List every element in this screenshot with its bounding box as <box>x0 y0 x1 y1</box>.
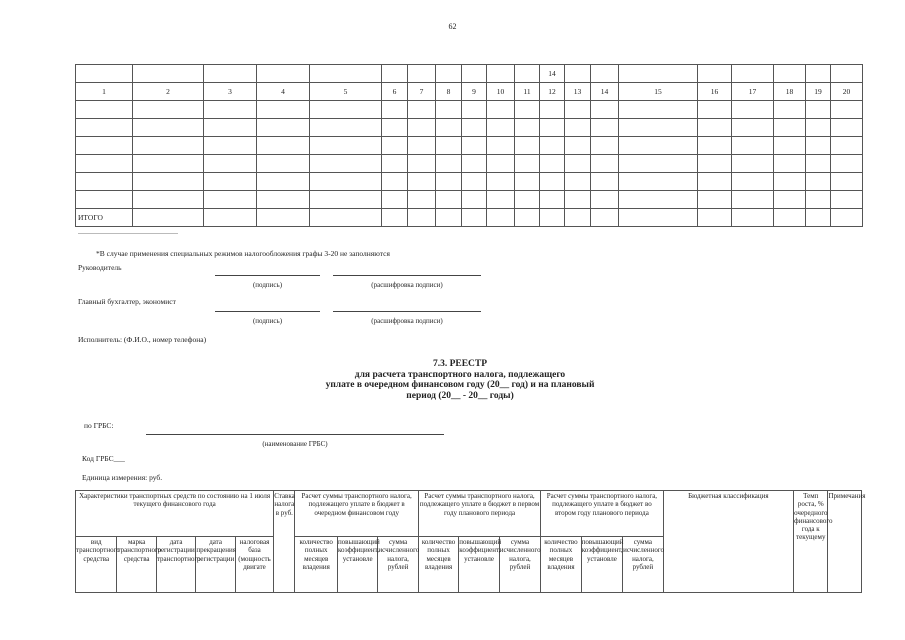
table-cell <box>565 191 591 209</box>
column-number-cell: 19 <box>806 83 831 101</box>
table-cell <box>698 155 732 173</box>
total-cell <box>540 209 565 227</box>
table-total-row <box>76 209 863 227</box>
total-cell <box>133 209 204 227</box>
column-number-cell: 9 <box>462 83 487 101</box>
top-number-cell <box>257 65 310 83</box>
header-notes: Примечания <box>828 491 862 593</box>
subheader-tax-sum: сумма исчисленного налога, рублей <box>378 537 418 593</box>
column-number-cell: 13 <box>565 83 591 101</box>
total-cell <box>774 209 806 227</box>
table-cell <box>831 191 863 209</box>
table-cell <box>310 119 382 137</box>
top-number-cell <box>774 65 806 83</box>
subheader-coefficient: повышающий коэффициент, установле <box>337 537 377 593</box>
table-cell <box>774 101 806 119</box>
table-cell <box>565 101 591 119</box>
table-cell <box>382 137 408 155</box>
table-cell <box>698 101 732 119</box>
column-number-cell: 15 <box>619 83 698 101</box>
table-cell <box>310 155 382 173</box>
head-decode-caption: (расшифровка подписи) <box>371 281 443 289</box>
header-calc-first-plan-year: Расчет суммы транспортного налога, подлежащего уплате в бюджет в первом году планового периода <box>418 491 540 537</box>
table-cell <box>204 119 257 137</box>
table-cell <box>462 173 487 191</box>
chief-signature-line <box>215 311 320 312</box>
table-cell <box>257 173 310 191</box>
footnote: *В случае применения специальных режимов налогообложения графы 3-20 не заполняются <box>96 249 390 258</box>
chief-signature-caption: (подпись) <box>252 317 283 325</box>
table-cell <box>515 191 540 209</box>
table-cell <box>619 191 698 209</box>
column-number-cell: 7 <box>408 83 436 101</box>
table-cell <box>698 119 732 137</box>
table-cell <box>806 155 831 173</box>
subheader-months: количество полных месяцев владения <box>295 537 337 593</box>
column-number-cell: 3 <box>204 83 257 101</box>
executor-label: Исполнитель: (Ф.И.О., номер телефона) <box>78 335 207 344</box>
table-cell <box>204 155 257 173</box>
table-cell <box>408 155 436 173</box>
total-cell <box>257 209 310 227</box>
unit-label: Единица измерения: руб. <box>82 473 163 482</box>
title-line-3: уплате в очередном финансовом году (20__ год) и на плановый <box>325 380 595 390</box>
top-number-cell <box>565 65 591 83</box>
table-cell <box>382 119 408 137</box>
table-row <box>76 101 863 119</box>
table-cell <box>487 173 515 191</box>
table-cell <box>76 119 133 137</box>
column-number-cell: 18 <box>774 83 806 101</box>
total-cell <box>310 209 382 227</box>
table-cell <box>408 101 436 119</box>
column-number-cell: 8 <box>436 83 462 101</box>
table-cell <box>133 155 204 173</box>
subheader-coefficient: повышающий коэффициент, установле <box>581 537 622 593</box>
table-row <box>76 155 863 173</box>
total-cell <box>806 209 831 227</box>
total-cell <box>382 209 408 227</box>
table-cell <box>732 137 774 155</box>
table-row <box>76 191 863 209</box>
total-cell <box>732 209 774 227</box>
total-cell <box>487 209 515 227</box>
grbs-code-label: Код ГРБС___ <box>82 454 125 463</box>
total-cell <box>408 209 436 227</box>
table-cell <box>774 155 806 173</box>
top-number-cell <box>408 65 436 83</box>
table-cell <box>774 119 806 137</box>
table-cell <box>540 119 565 137</box>
column-number-cell: 16 <box>698 83 732 101</box>
table-cell <box>382 191 408 209</box>
top-number-cell <box>204 65 257 83</box>
table-cell <box>310 101 382 119</box>
table-cell <box>831 101 863 119</box>
registry-table <box>75 490 866 593</box>
total-cell <box>515 209 540 227</box>
table-cell <box>436 155 462 173</box>
table-cell <box>408 119 436 137</box>
table-cell <box>619 137 698 155</box>
table-cell <box>462 155 487 173</box>
header-rate: Ставка налога в руб. <box>274 491 295 593</box>
table-cell <box>436 173 462 191</box>
table-cell <box>565 137 591 155</box>
column-number-cell: 17 <box>732 83 774 101</box>
table-cell <box>540 137 565 155</box>
table-cell <box>76 101 133 119</box>
subheader-deregistration-date: дата прекращения регистрации <box>196 537 235 593</box>
header-characteristics: Характеристики транспортных средств по состоянию на 1 июля текущего финансового года <box>76 491 274 537</box>
grbs-label: по ГРБС: <box>84 421 114 430</box>
table-cell <box>408 191 436 209</box>
total-cell <box>619 209 698 227</box>
table-cell <box>76 191 133 209</box>
table-cell <box>831 119 863 137</box>
table-cell <box>619 101 698 119</box>
table-cell <box>310 173 382 191</box>
top-number-cell <box>831 65 863 83</box>
subheader-vehicle-type: вид транспортного средства <box>76 537 117 593</box>
head-label: Руководитель <box>78 263 122 272</box>
subheader-tax-base: налоговая база (мощность двигате <box>235 537 273 593</box>
table-cell <box>774 173 806 191</box>
table-cell <box>619 155 698 173</box>
table-cell <box>619 173 698 191</box>
page-number: 62 <box>448 22 457 31</box>
table-cell <box>436 191 462 209</box>
table-cell <box>257 137 310 155</box>
table-cell <box>806 191 831 209</box>
table-cell <box>619 119 698 137</box>
chief-accountant-label: Главный бухгалтер, экономист <box>78 297 176 306</box>
table-cell <box>204 101 257 119</box>
table-row <box>76 173 863 191</box>
table-cell <box>487 155 515 173</box>
subheader-months: количество полных месяцев владения <box>418 537 458 593</box>
chief-decode-line <box>333 311 481 312</box>
table-cell <box>462 119 487 137</box>
total-cell <box>565 209 591 227</box>
top-number-cell <box>487 65 515 83</box>
top-number-cell <box>732 65 774 83</box>
table-cell <box>806 101 831 119</box>
top-number-cell <box>76 65 133 83</box>
table-cell <box>732 101 774 119</box>
top-number-cell <box>619 65 698 83</box>
table-cell <box>591 155 619 173</box>
table-column-number-row <box>76 83 863 101</box>
table-cell <box>487 137 515 155</box>
table-cell <box>732 191 774 209</box>
table-cell <box>591 173 619 191</box>
table-cell <box>515 173 540 191</box>
column-number-cell: 6 <box>382 83 408 101</box>
table-cell <box>698 173 732 191</box>
table-cell <box>487 101 515 119</box>
subheader-registration-date: дата регистрации транспортного <box>156 537 195 593</box>
table-cell <box>515 137 540 155</box>
top-number-cell <box>698 65 732 83</box>
subheader-months: количество полных месяцев владения <box>541 537 581 593</box>
table-cell <box>382 101 408 119</box>
subheader-tax-sum: сумма исчисленного налога, рублей <box>499 537 540 593</box>
table-cell <box>382 173 408 191</box>
top-number-cell <box>591 65 619 83</box>
table-cell <box>408 173 436 191</box>
total-cell <box>831 209 863 227</box>
table-top-number-row <box>76 65 863 83</box>
subheader-coefficient: повышающий коэффициент, установле <box>459 537 499 593</box>
table-cell <box>540 191 565 209</box>
column-number-cell: 4 <box>257 83 310 101</box>
table-cell <box>774 191 806 209</box>
grbs-line <box>146 434 444 435</box>
table-cell <box>540 173 565 191</box>
table-cell <box>831 137 863 155</box>
table-cell <box>133 101 204 119</box>
table-cell <box>732 155 774 173</box>
column-number-cell: 5 <box>310 83 382 101</box>
total-cell <box>436 209 462 227</box>
table-cell <box>133 173 204 191</box>
table-cell <box>806 137 831 155</box>
table-cell <box>133 119 204 137</box>
table-cell <box>382 155 408 173</box>
table-cell <box>133 191 204 209</box>
title-line-2: для расчета транспортного налога, подлежащего <box>354 369 566 380</box>
title-line-4: период (20__ - 20__ годы) <box>406 390 514 401</box>
table-cell <box>204 173 257 191</box>
table-cell <box>698 137 732 155</box>
top-number-cell <box>133 65 204 83</box>
column-number-cell: 11 <box>515 83 540 101</box>
column-number-cell: 14 <box>591 83 619 101</box>
table-cell <box>515 101 540 119</box>
table-cell <box>565 155 591 173</box>
title-line-1: 7.3. РЕЕСТР <box>432 359 488 369</box>
top-number-cell: 14 <box>540 65 565 83</box>
table-cell <box>806 173 831 191</box>
top-number-cell <box>462 65 487 83</box>
data-table <box>75 64 863 227</box>
chief-decode-caption: (расшифровка подписи) <box>371 317 443 325</box>
table-cell <box>436 137 462 155</box>
table-cell <box>462 191 487 209</box>
table-cell <box>565 173 591 191</box>
table-cell <box>806 119 831 137</box>
total-cell <box>591 209 619 227</box>
column-number-cell: 20 <box>831 83 863 101</box>
head-decode-line <box>333 275 481 276</box>
table-cell <box>436 119 462 137</box>
head-signature-caption: (подпись) <box>252 281 283 289</box>
table-cell <box>257 191 310 209</box>
header-budget-classification: Бюджетная классификация <box>663 491 793 593</box>
table-cell <box>133 137 204 155</box>
top-number-cell <box>515 65 540 83</box>
table-cell <box>310 191 382 209</box>
table-cell <box>732 119 774 137</box>
table-cell <box>540 155 565 173</box>
table-cell <box>76 155 133 173</box>
column-number-cell: 12 <box>540 83 565 101</box>
table-cell <box>591 101 619 119</box>
table-cell <box>774 137 806 155</box>
table-cell <box>565 119 591 137</box>
table-cell <box>462 137 487 155</box>
total-label: ИТОГО <box>76 209 133 227</box>
header-calc-current-year: Расчет суммы транспортного налога, подлежащего уплате в бюджет в очередном финансовом году <box>295 491 418 537</box>
table-cell <box>436 101 462 119</box>
header-growth-rate: Темп роста, % очередного финансового года к текущему <box>794 491 828 593</box>
table-cell <box>540 101 565 119</box>
table-cell <box>310 137 382 155</box>
registry-title <box>230 359 690 401</box>
subheader-brand: марка транспортного средства <box>117 537 156 593</box>
top-number-cell <box>436 65 462 83</box>
table-cell <box>831 155 863 173</box>
total-cell <box>462 209 487 227</box>
top-number-cell <box>382 65 408 83</box>
column-number-cell: 10 <box>487 83 515 101</box>
table-cell <box>408 137 436 155</box>
header-calc-second-plan-year: Расчет суммы транспортного налога, подлежащего уплате в бюджет во втором году планового периода <box>541 491 663 537</box>
total-cell <box>698 209 732 227</box>
table-cell <box>204 191 257 209</box>
table-cell <box>76 173 133 191</box>
table-cell <box>831 173 863 191</box>
table-cell <box>732 173 774 191</box>
table-cell <box>487 191 515 209</box>
table-cell <box>591 191 619 209</box>
top-number-cell <box>310 65 382 83</box>
column-number-cell: 1 <box>76 83 133 101</box>
table-cell <box>487 119 515 137</box>
table-row <box>76 137 863 155</box>
grbs-caption: (наименование ГРБС) <box>262 440 328 448</box>
total-cell <box>204 209 257 227</box>
table-cell <box>515 119 540 137</box>
head-signature-line <box>215 275 320 276</box>
table-cell <box>515 155 540 173</box>
table-cell <box>698 191 732 209</box>
table-cell <box>462 101 487 119</box>
table-cell <box>257 119 310 137</box>
footnote-rule <box>78 233 178 234</box>
table-cell <box>591 137 619 155</box>
table-cell <box>204 137 257 155</box>
column-number-cell: 2 <box>133 83 204 101</box>
table-cell <box>257 101 310 119</box>
table-cell <box>76 137 133 155</box>
subheader-tax-sum: сумма исчисленного налога, рублей <box>623 537 663 593</box>
table-row <box>76 119 863 137</box>
table-cell <box>257 155 310 173</box>
top-number-cell <box>806 65 831 83</box>
table-cell <box>591 119 619 137</box>
